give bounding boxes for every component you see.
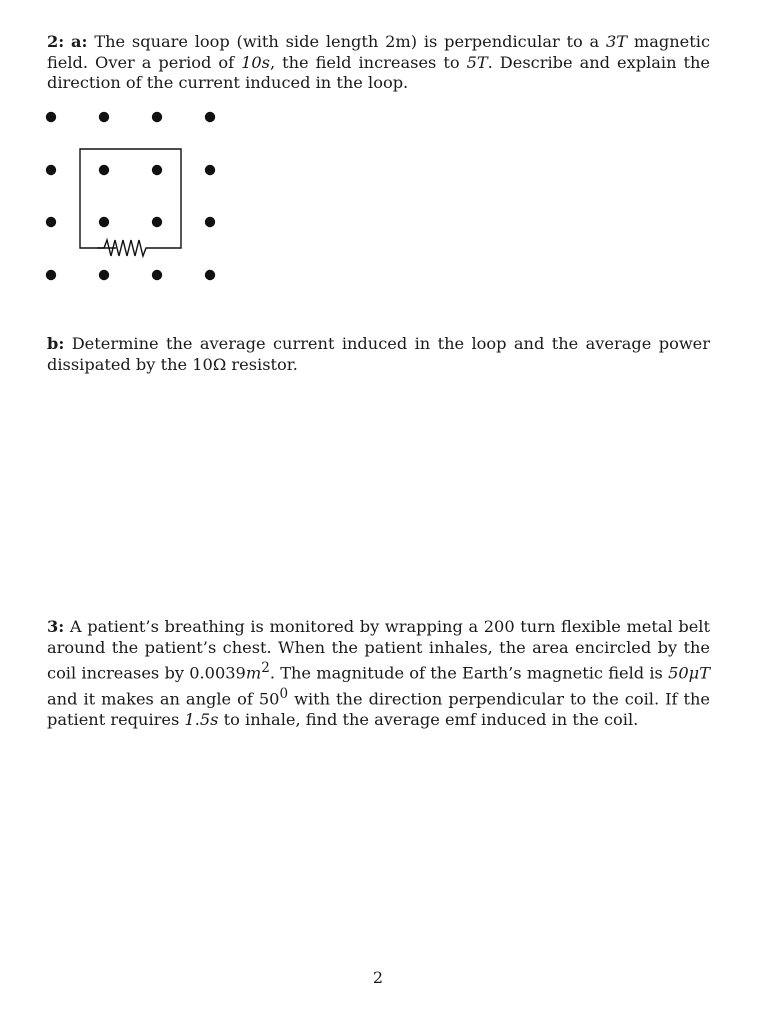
field-dot [205, 165, 215, 175]
angle-superscript: 0 [279, 686, 289, 703]
field-dot [46, 270, 56, 280]
square-loop [80, 149, 181, 256]
question-number: 3: [47, 617, 65, 636]
q3-text-5: to inhale, find the average emf induced in the coil. [218, 710, 639, 730]
q3-text-4: with the direction perpendicular to the coil. If the patient requires [47, 689, 710, 730]
field-dot [152, 112, 162, 122]
q3-text-3: and it makes an angle of [47, 689, 259, 709]
page-number: 2 [372, 968, 384, 987]
q2a-text-3: , the field increases to [269, 52, 467, 72]
field-final: 5T [466, 52, 488, 72]
field-dots [46, 112, 215, 280]
q2a-text-1: The square loop (with side length 2m) is perpendicular to a [94, 32, 606, 51]
field-dot [205, 270, 215, 280]
angle-value: 50 [258, 689, 280, 709]
q2a-text-2: magnetic field. Over a period of [47, 32, 711, 72]
field-dot [205, 112, 215, 122]
question-2a-text [47, 32, 710, 94]
resistor [97, 240, 153, 256]
field-dot [46, 165, 56, 175]
q3-text-1: A patient’s breathing is monitored by wrapping a 200 turn flexible metal belt around the patient’s chest. When the patient inhales, the area encircled by the coil increases by [47, 617, 710, 683]
field-dot [99, 217, 109, 227]
q2b-text: Determine the average current induced in the loop and the average power dissipated by the 10Ω resistor. [47, 334, 710, 374]
field-dot [46, 112, 56, 122]
part-b-label: b: [47, 334, 65, 353]
field-dot [152, 165, 162, 175]
field-dot [152, 270, 162, 280]
q3-text-2: . The magnitude of the Earth’s magnetic field is [269, 663, 669, 683]
question-2b-text [47, 334, 710, 375]
field-initial: 3T [606, 32, 628, 51]
field-dot [99, 112, 109, 122]
field-value: 50μT [668, 663, 710, 683]
field-dot [152, 217, 162, 227]
area-unit: m [245, 663, 262, 683]
field-dot [99, 270, 109, 280]
field-dot [46, 217, 56, 227]
question-3-text [47, 617, 710, 731]
question-number: 2: [47, 32, 65, 51]
field-dot [205, 217, 215, 227]
field-dot [99, 165, 109, 175]
area-value: 0.0039 [189, 663, 246, 683]
loop-wire [80, 149, 181, 248]
q2a-text-4: . Describe and explain the direction of the current induced in the loop. [47, 52, 710, 93]
part-a-label: a: [71, 32, 88, 51]
area-exponent: 2 [261, 660, 270, 677]
time-period: 10s [241, 52, 270, 72]
time-value: 1.5s [184, 710, 219, 730]
